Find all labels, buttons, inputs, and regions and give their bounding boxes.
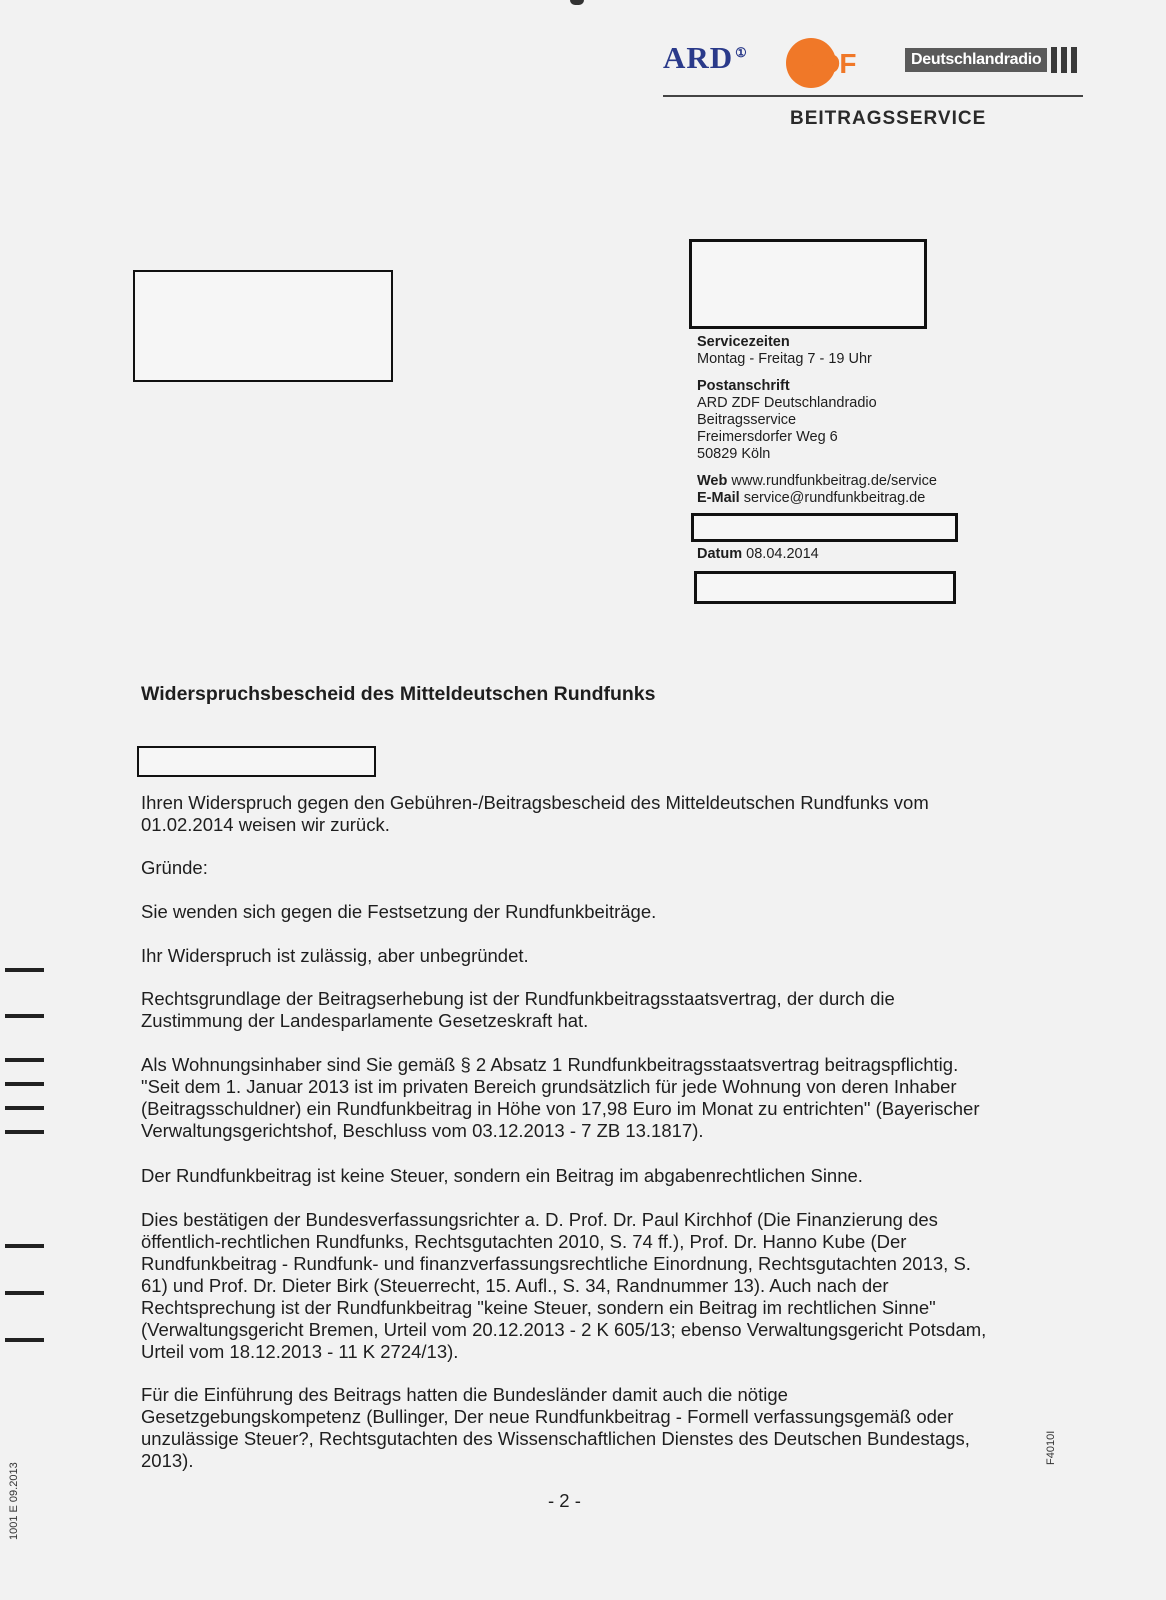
margin-mark bbox=[5, 1014, 44, 1018]
margin-mark bbox=[5, 1106, 44, 1110]
body-paragraph: Sie wenden sich gegen die Festsetzung der Rundfunkbeiträge. bbox=[141, 901, 657, 922]
zdf-logo bbox=[786, 38, 874, 88]
ard-logo: ARD ① bbox=[663, 40, 748, 75]
margin-mark bbox=[5, 1058, 44, 1062]
margin-mark bbox=[5, 1338, 44, 1342]
email-link[interactable]: service@rundfunkbeitrag.de bbox=[743, 490, 926, 506]
service-hours-value: Montag - Freitag 7 - 19 Uhr bbox=[697, 351, 872, 367]
logo-bar bbox=[1061, 47, 1067, 73]
postal-address-line: ARD ZDF Deutschlandradio bbox=[697, 395, 877, 411]
deutschlandradio-logo bbox=[905, 47, 1077, 73]
body-paragraph: Dies bestätigen der Bundesverfassungsrichter a. D. Prof. Dr. Paul Kirchhof (Die Finanzierung des öffentlich-rechtlichen Rundfunks, Rechtsgutachten 2010, S. 74 ff.), Prof. Dr. Hanno Kube (Der Rundfunkbeitrag - Rundfunk- und finanzverfassungsrechtliche Einordnung, Rechtsgutachten 2013, S. 61) und Prof. Dr. Dieter Birk (Steuerrecht, 15. Aufl., S. 34, Randnummer 13). Auch nach der Rechtsprechung ist der Rundfunkbeitrag "keine Steuer, sondern ein Beitrag im rechtlichen Sinne" (Verwaltungsgericht Bremen, Urteil vom 20.12.2013 - 2 K 605/13; ebenso Verwaltungsgericht Potsdam, Urteil vom 18.12.2013 - 11 K 2724/13). bbox=[141, 1209, 987, 1362]
redacted-reference-box bbox=[691, 513, 958, 542]
postal-address-line: Beitragsservice bbox=[697, 412, 797, 428]
form-code-left: 1001 E 09.2013 bbox=[8, 1462, 20, 1540]
logo-bar bbox=[1051, 47, 1057, 73]
body-paragraph: Ihr Widerspruch ist zulässig, aber unbegründet. bbox=[141, 945, 529, 966]
logo-bar bbox=[1071, 47, 1077, 73]
form-code-right: F4010I bbox=[1045, 1430, 1057, 1465]
margin-mark bbox=[5, 968, 44, 972]
postal-address bbox=[697, 378, 877, 463]
body-paragraph: Der Rundfunkbeitrag ist keine Steuer, sondern ein Beitrag im abgabenrechtlichen Sinne. bbox=[141, 1165, 863, 1186]
redacted-address-box bbox=[133, 270, 393, 382]
margin-mark bbox=[5, 1082, 44, 1086]
service-hours bbox=[697, 334, 872, 368]
body-paragraph: Rechtsgrundlage der Beitragserhebung ist der Rundfunkbeitragsstaatsvertrag, der durch die Zustimmung der Landesparlamente Gesetzeskraft hat. bbox=[141, 988, 895, 1031]
date-line bbox=[697, 546, 819, 563]
page-number: - 2 - bbox=[548, 1490, 581, 1511]
postal-address-line: 50829 Köln bbox=[697, 446, 771, 462]
scan-artifact bbox=[570, 0, 584, 5]
postal-address-label: Postanschrift bbox=[697, 378, 790, 394]
body-paragraph: Als Wohnungsinhaber sind Sie gemäß § 2 Absatz 1 Rundfunkbeitragsstaatsvertrag beitragspflichtig. "Seit dem 1. Januar 2013 ist im privaten Bereich grundsätzlich für jede Wohnung von deren Inhaber (Beitragsschuldner) ein Rundfunkbeitrag in Höhe von 17,98 Euro im Monat zu entrichten" (Bayerischer Verwaltungsgerichtshof, Beschluss vom 03.12.2013 - 7 ZB 13.1817). bbox=[141, 1054, 980, 1141]
body-paragraph: Ihren Widerspruch gegen den Gebühren-/Beitragsbescheid des Mitteldeutschen Rundfunks vom 01.02.2014 weisen wir zurück. bbox=[141, 792, 929, 835]
header-divider bbox=[663, 95, 1083, 97]
date-label: Datum bbox=[697, 546, 743, 562]
zdf-logo-text: ZDF bbox=[804, 48, 856, 79]
ard-mark: ① bbox=[735, 44, 748, 60]
body-paragraph: Gründe: bbox=[141, 857, 208, 878]
redacted-reference-box bbox=[694, 571, 956, 604]
postal-address-line: Freimersdorfer Weg 6 bbox=[697, 429, 838, 445]
redacted-subject-box bbox=[137, 746, 376, 777]
margin-mark bbox=[5, 1291, 44, 1295]
margin-mark bbox=[5, 1130, 44, 1134]
date-value: 08.04.2014 bbox=[746, 546, 819, 562]
redacted-sender-box bbox=[689, 239, 927, 329]
email-label: E-Mail bbox=[697, 490, 740, 506]
web-label: Web bbox=[697, 473, 728, 489]
web-contact bbox=[697, 473, 937, 507]
document-title: Widerspruchsbescheid des Mitteldeutschen Rundfunks bbox=[141, 683, 656, 705]
margin-mark bbox=[5, 1244, 44, 1248]
body-paragraph: Für die Einführung des Beitrags hatten die Bundesländer damit auch die nötige Gesetzgebungskompetenz (Bullinger, Der neue Rundfunkbeitrag - Formell verfassungsgemäß oder unzulässige Steuer?, Rechtsgutachten des Wissenschaftlichen Dienstes des Deutschen Bundestags, 2013). bbox=[141, 1384, 970, 1471]
web-link[interactable]: www.rundfunkbeitrag.de/service bbox=[731, 473, 937, 489]
service-hours-label: Servicezeiten bbox=[697, 334, 790, 350]
beitragsservice-label: BEITRAGSSERVICE bbox=[790, 108, 987, 129]
deutschlandradio-logo-text: Deutschlandradio bbox=[905, 48, 1047, 72]
